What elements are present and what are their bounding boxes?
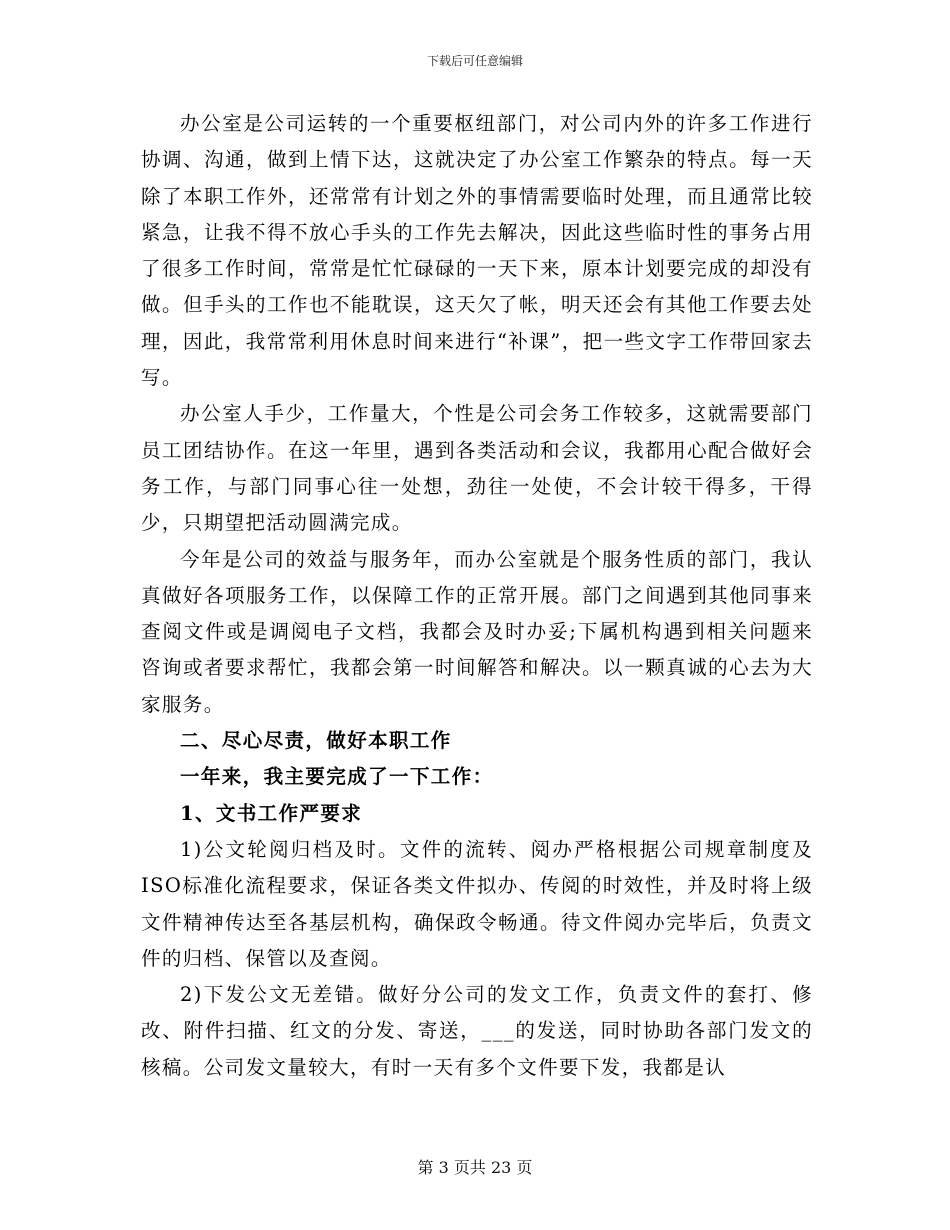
section-heading: 二、尽心尽责，做好本职工作	[180, 729, 452, 753]
paragraph: 今年是公司的效益与服务年，而办公室就是个服务性质的部门，我认真做好各项服务工作，以保障工作的正常开展。部门之间遇到其他同事来查阅文件或是调阅电子文档，我都会及时办妥;下属机构遇到相关问题来咨询或者要求帮忙，我都会第一时间解答和解决。以一颗真诚的心去为大家服务。	[141, 547, 813, 716]
section-heading: 一年来，我主要完成了一下工作：	[180, 765, 494, 789]
paragraph: 办公室人手少，工作量大，个性是公司会务工作较多，这就需要部门员工团结协作。在这一年里，遇到各类活动和会议，我都用心配合做好会务工作，与部门同事心往一处想，劲往一处使，不会计较干得多，干得少，只期望把活动圆满完成。	[141, 402, 813, 535]
subsection-heading: 1、文书工作严要求	[180, 801, 363, 825]
page-header: 下载后可任意编辑	[426, 54, 523, 68]
paragraph: 2)下发公文无差错。做好分公司的发文工作，负责文件的套打、修改、附件扫描、红文的分发、寄送，___的发送，同时协助各部门发文的核稿。公司发文量较大，有时一天有多个文件要下发，我都是认	[141, 983, 813, 1079]
page-footer: 第 3 页共 23 页	[417, 1158, 533, 1177]
document-body	[141, 106, 813, 1086]
paragraph: 1)公文轮阅归档及时。文件的流转、阅办严格根据公司规章制度及ISO标准化流程要求，保证各类文件拟办、传阅的时效性，并及时将上级文件精神传达至各基层机构，确保政令畅通。待文件阅办完毕后，负责文件的归档、保管以及查阅。	[141, 837, 813, 970]
paragraph: 办公室是公司运转的一个重要枢纽部门，对公司内外的许多工作进行协调、沟通，做到上情下达，这就决定了办公室工作繁杂的特点。每一天除了本职工作外，还常常有计划之外的事情需要临时处理，而且通常比较紧急，让我不得不放心手头的工作先去解决，因此这些临时性的事务占用了很多工作时间，常常是忙忙碌碌的一天下来，原本计划要完成的却没有做。但手头的工作也不能耽误，这天欠了帐，明天还会有其他工作要去处理，因此，我常常利用休息时间来进行“补课”，把一些文字工作带回家去写。	[141, 112, 813, 390]
